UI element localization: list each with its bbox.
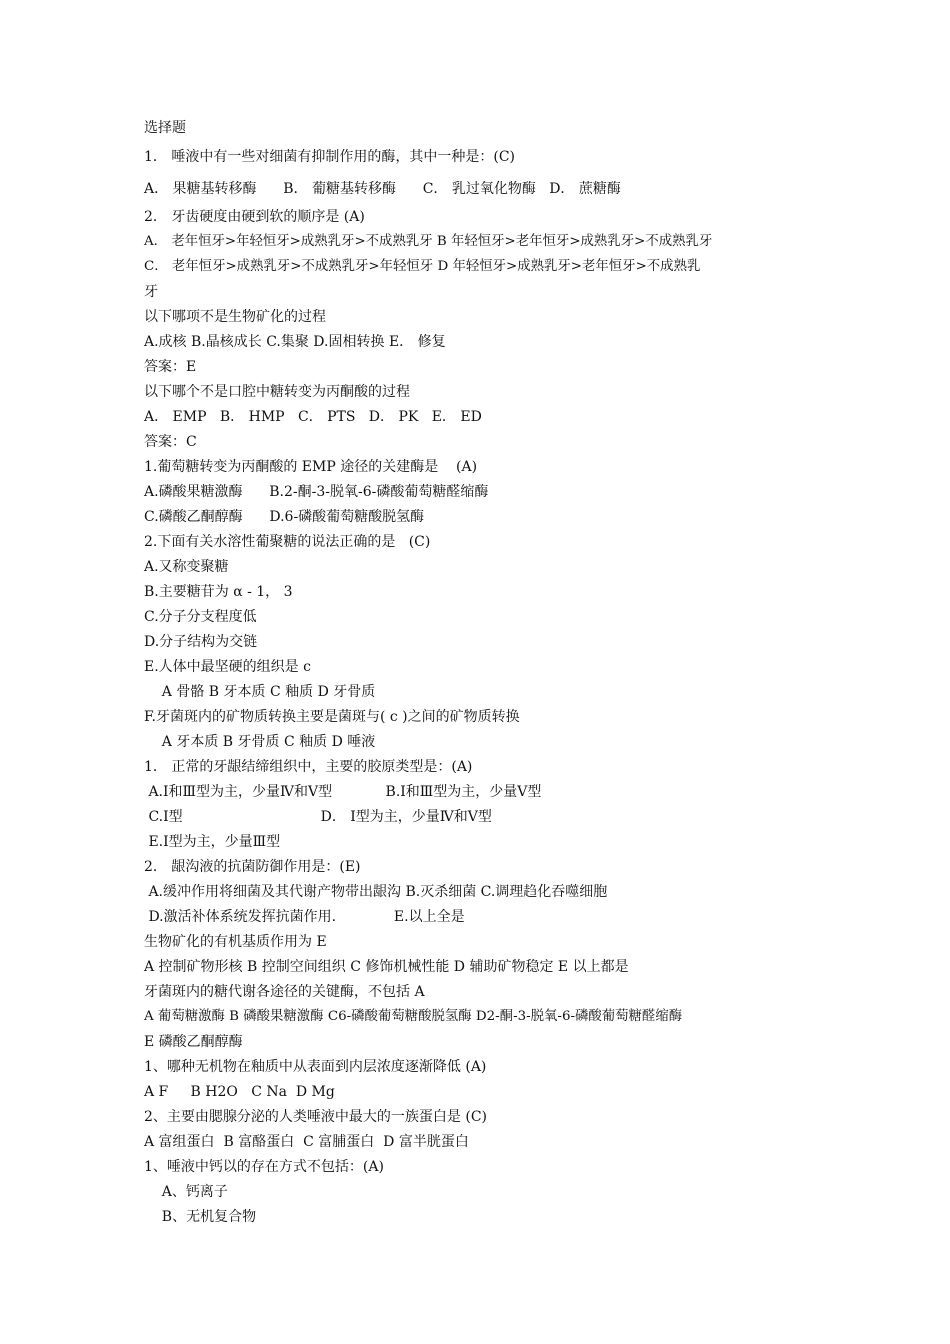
answer-options: A.磷酸果糖激酶 B.2-酮-3-脱氧-6-磷酸葡萄糖醛缩酶: [144, 484, 489, 500]
answer-options: C.磷酸乙酮醇酶 D.6-磷酸葡萄糖酸脱氢酶: [144, 509, 425, 525]
question-text: 1、唾液中钙以的存在方式不包括：(A): [144, 1159, 384, 1175]
answer-options: D.激活补体系统发挥抗菌作用. E.以上全是: [144, 909, 465, 925]
answer-options: A.Ⅰ和Ⅲ型为主，少量Ⅳ和Ⅴ型 B.Ⅰ和Ⅲ型为主，少量Ⅴ型: [144, 784, 542, 800]
answer-options: E 磷酸乙酮醇酶: [144, 1034, 243, 1050]
section-heading: 选择题: [144, 120, 186, 136]
answer-options: A 富组蛋白 B 富酪蛋白 C 富脯蛋白 D 富半胱蛋白: [144, 1134, 469, 1150]
answer-options: A、钙离子: [144, 1184, 228, 1200]
answer-options: A 牙本质 B 牙骨质 C 釉质 D 唾液: [144, 734, 376, 750]
question-text: 2.下面有关水溶性葡聚糖的说法正确的是 (C): [144, 534, 431, 550]
question-text: 1、哪种无机物在釉质中从表面到内层浓度逐渐降低 (A): [144, 1059, 487, 1075]
answer-key: 答案：E: [144, 359, 197, 375]
answer-options: A F B H2O C Na D Mg: [144, 1084, 335, 1100]
answer-options: A.成核 B.晶核成长 C.集聚 D.固相转换 E． 修复: [144, 334, 446, 350]
question-text: E.人体中最坚硬的组织是 c: [144, 659, 311, 675]
answer-options: A． EMP B． HMP C． PTS D． PK E． ED: [144, 409, 482, 425]
answer-options: C.分子分支程度低: [144, 609, 257, 625]
answer-options: B、无机复合物: [144, 1209, 257, 1225]
question-text: 2． 牙齿硬度由硬到软的顺序是 (A): [144, 209, 365, 225]
question-text: 1.葡萄糖转变为丙酮酸的 EMP 途径的关建酶是 (A): [144, 459, 478, 475]
question-text: 牙菌斑内的糖代谢各途径的关键酶，不包括 A: [144, 984, 425, 1000]
answer-options: D.分子结构为交链: [144, 634, 258, 650]
answer-options: A． 果糖基转移酶 B． 葡糖基转移酶 C． 乳过氧化物酶 D． 蔗糖酶: [144, 181, 621, 197]
answer-options: A.又称变聚糖: [144, 559, 229, 575]
answer-options: C.Ⅰ型 D． Ⅰ型为主，少量Ⅳ和Ⅴ型: [144, 809, 492, 825]
question-text: 2． 龈沟液的抗菌防御作用是：(E): [144, 859, 361, 875]
question-text: 1． 唾液中有一些对细菌有抑制作用的酶，其中一种是：(C): [144, 149, 515, 165]
answer-options: A 控制矿物形核 B 控制空间组织 C 修饰机械性能 D 辅助矿物稳定 E 以上都是: [144, 959, 629, 975]
question-text: 以下哪项不是生物矿化的过程: [144, 309, 326, 325]
answer-options: A． 老年恒牙>年轻恒牙>成熟乳牙>不成熟乳牙 B 年轻恒牙>老年恒牙>成熟乳牙>不成熟乳牙: [144, 234, 713, 249]
question-text: F.牙菌斑内的矿物质转换主要是菌斑与( c )之间的矿物质转换: [144, 709, 520, 725]
question-text: 1． 正常的牙龈结缔组织中，主要的胶原类型是：(A): [144, 759, 473, 775]
question-text: 生物矿化的有机基质作用为 E: [144, 934, 327, 950]
answer-key: 答案：C: [144, 434, 197, 450]
answer-options: B.主要糖苷为 α - 1， 3: [144, 584, 293, 600]
question-text: 以下哪个不是口腔中糖转变为丙酮酸的过程: [144, 384, 410, 400]
question-text: 2、主要由腮腺分泌的人类唾液中最大的一族蛋白是 (C): [144, 1109, 487, 1125]
answer-options: E.Ⅰ型为主，少量Ⅲ型: [144, 834, 281, 850]
answer-options: C． 老年恒牙>成熟乳牙>不成熟乳牙>年轻恒牙 D 年轻恒牙>成熟乳牙>老年恒牙>不成熟乳: [144, 259, 701, 274]
answer-options: 牙: [144, 284, 158, 300]
answer-options: A 葡萄糖激酶 B 磷酸果糖激酶 C6-磷酸葡萄糖酸脱氢酶 D2-酮-3-脱氧-6-磷酸葡萄糖醛缩酶: [144, 1009, 683, 1024]
answer-options: A.缓冲作用将细菌及其代谢产物带出龈沟 B.灭杀细菌 C.调理趋化吞噬细胞: [144, 884, 608, 900]
answer-options: A 骨骼 B 牙本质 C 釉质 D 牙骨质: [144, 684, 376, 700]
